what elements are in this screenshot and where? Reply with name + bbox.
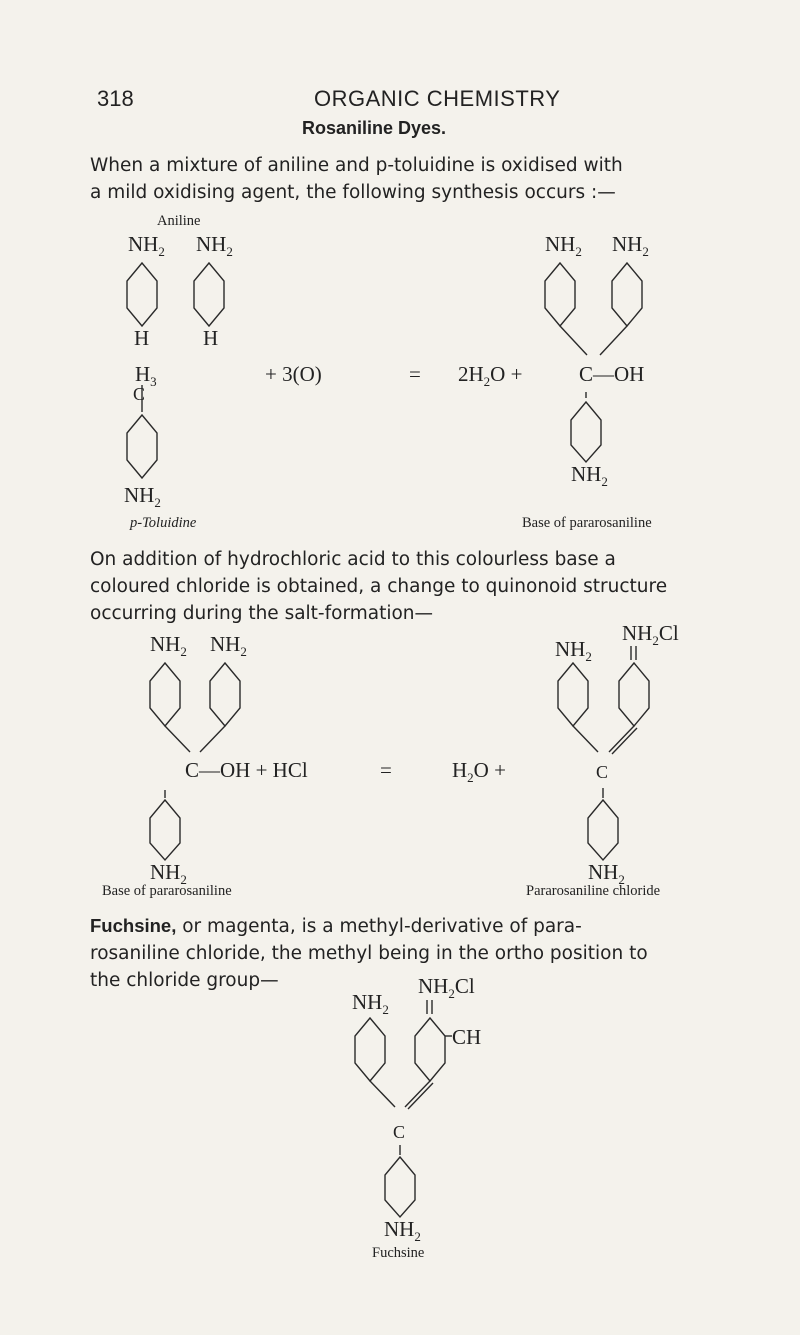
subscript: 2 xyxy=(240,644,247,659)
aniline-label: Aniline xyxy=(157,213,201,229)
iminium-chloride-group xyxy=(418,974,475,999)
fuchsine-caption: Fuchsine xyxy=(372,1245,425,1261)
subscript: 2 xyxy=(618,872,625,887)
formula-text: NH xyxy=(124,483,155,507)
page-number: 318 xyxy=(97,86,134,111)
formula-text: Cl xyxy=(658,621,679,645)
chloride-caption: Pararosaniline chloride xyxy=(526,883,661,899)
formula-text: NH xyxy=(418,974,449,998)
text-line: On addition of hydrochloric acid to this colourless base a xyxy=(90,549,616,570)
formula-text: or magenta, is a methyl-derivative of para- xyxy=(176,916,582,937)
hydrogen-label: H xyxy=(203,326,219,350)
equals-sign: = xyxy=(380,758,392,782)
toluidine-caption: p-Toluidine xyxy=(130,515,197,531)
amino-group xyxy=(612,232,649,257)
benzene-ring xyxy=(588,800,618,860)
amino-group xyxy=(124,483,161,508)
base-caption: Base of pararosaniline xyxy=(102,883,232,899)
formula-text: NH xyxy=(150,860,181,884)
benzene-ring xyxy=(127,263,157,326)
paragraph-hydrochloric xyxy=(90,546,770,627)
benzene-ring xyxy=(415,1018,445,1081)
subscript: 2 xyxy=(448,986,455,1001)
amino-group xyxy=(150,860,187,885)
subscript: 2 xyxy=(642,244,649,259)
amino-group xyxy=(352,990,389,1015)
subscript: 2 xyxy=(158,244,165,259)
benzene-ring xyxy=(150,663,180,726)
iminium-chloride-group xyxy=(622,621,679,646)
carbinol-hcl-term: C—OH + HCl xyxy=(185,758,308,782)
text-line: When a mixture of aniline and p-toluidine is oxidised with xyxy=(90,155,623,176)
oxygen-term: + 3(O) xyxy=(265,362,322,386)
subscript: 2 xyxy=(467,770,474,785)
formula-text: O + xyxy=(473,758,506,782)
text-line: a mild oxidising agent, the following synthesis occurs :— xyxy=(90,182,616,203)
subscript: 2 xyxy=(414,1229,421,1244)
subscript: 3 xyxy=(150,374,157,389)
benzene-ring xyxy=(545,263,575,326)
benzene-ring xyxy=(194,263,224,326)
formula-text: NH xyxy=(196,232,227,256)
subscript: 2 xyxy=(601,474,608,489)
formula-text: NH xyxy=(210,632,241,656)
subscript: 2 xyxy=(180,872,187,887)
formula-text: NH xyxy=(588,860,619,884)
subscript: 2 xyxy=(226,244,233,259)
amino-group xyxy=(545,232,582,257)
formula-text: 2H xyxy=(458,362,484,386)
benzene-ring xyxy=(210,663,240,726)
amino-group xyxy=(588,860,625,885)
formula-text: NH xyxy=(612,232,643,256)
bold-term: Fuchsine, xyxy=(90,915,177,936)
amino-group xyxy=(150,632,187,657)
amino-group xyxy=(384,1217,421,1242)
carbinol-group: C—OH xyxy=(579,362,645,386)
formula-text: NH xyxy=(545,232,576,256)
running-title: ORGANIC CHEMISTRY xyxy=(314,86,561,111)
text-line xyxy=(90,912,770,940)
subscript: 2 xyxy=(382,1002,389,1017)
amino-group xyxy=(571,462,608,487)
subscript: 2 xyxy=(483,374,491,389)
equals-sign: = xyxy=(409,362,421,386)
amino-group xyxy=(210,632,247,657)
hydrogen-label: H xyxy=(134,326,150,350)
subscript: 2 xyxy=(575,244,582,259)
formula-text: NH xyxy=(555,637,586,661)
formula-text: NH xyxy=(150,632,181,656)
water-term xyxy=(452,758,506,783)
text-line: the chloride group— xyxy=(90,970,279,991)
text-line: coloured chloride is obtained, a change to quinonoid structure xyxy=(90,576,668,597)
benzene-ring xyxy=(619,663,649,726)
methyl-group xyxy=(452,1025,481,1050)
subscript: 2 xyxy=(180,644,187,659)
benzene-ring xyxy=(612,263,642,326)
text-line: occurring during the salt-formation— xyxy=(90,603,434,624)
subscript: 2 xyxy=(154,495,161,510)
formula-text: O + xyxy=(490,362,523,386)
subscript: 2 xyxy=(585,649,592,664)
formula-text: Cl xyxy=(454,974,475,998)
text-line: rosaniline chloride, the methyl being in the ortho position to xyxy=(90,943,648,964)
formula-text: CH xyxy=(452,1025,482,1049)
formula-text: NH xyxy=(571,462,602,486)
section-title: Rosaniline Dyes. xyxy=(302,118,447,138)
formula-text: NH xyxy=(128,232,159,256)
benzene-ring xyxy=(571,402,601,462)
formula-text: NH xyxy=(384,1217,415,1241)
benzene-ring xyxy=(127,415,157,478)
amino-group xyxy=(555,637,592,662)
water-term xyxy=(458,362,522,387)
formula-text: NH xyxy=(352,990,383,1014)
benzene-ring xyxy=(558,663,588,726)
carbon-label: C xyxy=(133,384,146,404)
benzene-ring xyxy=(385,1157,415,1217)
formula-text: H xyxy=(452,758,468,782)
base-caption: Base of pararosaniline xyxy=(522,515,652,531)
carbon-label: C xyxy=(393,1122,406,1142)
formula-text: NH xyxy=(622,621,653,645)
subscript: 2 xyxy=(652,633,659,648)
carbon-label: C xyxy=(596,762,609,782)
formula-text: H xyxy=(135,362,151,386)
benzene-ring xyxy=(150,800,180,860)
benzene-ring xyxy=(355,1018,385,1081)
